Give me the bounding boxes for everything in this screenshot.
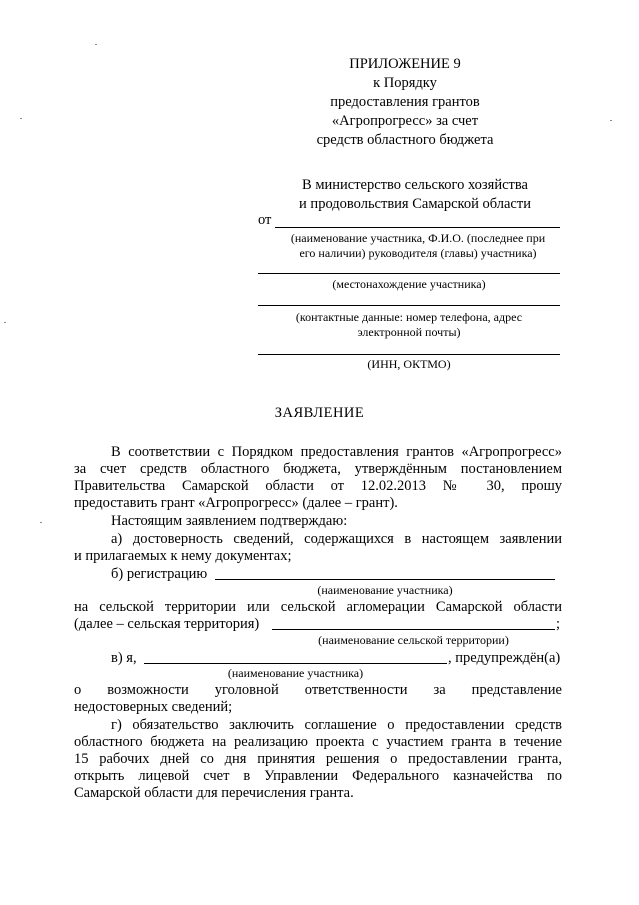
scan-speck <box>40 522 42 523</box>
appendix-line: предоставления грантов <box>330 94 480 110</box>
name-caption <box>268 231 568 261</box>
caption-line: (контактные данные: номер телефона, адрес <box>295 310 523 324</box>
p1-line: В соответствии с Порядком предоставления грантов «Агропрогресс» <box>111 444 562 460</box>
item-g-line: 15 рабочих дней со дня принятия решения о предоставлении гранта, <box>74 751 562 767</box>
location-caption: (местонахождение участника) <box>332 277 486 291</box>
appendix-line: к Порядку <box>373 75 437 91</box>
item-v-line: о возможности уголовной ответственности за представление <box>74 682 562 698</box>
item-b-line3-label: (далее – сельская территория) <box>74 616 260 632</box>
caption-line: (наименование участника, Ф.И.О. (последнее при <box>290 231 546 245</box>
item-g-line: областного бюджета на реализацию проекта с участием гранта в течение <box>74 734 562 750</box>
addressee-line: и продовольствия Самарской области <box>299 196 531 212</box>
item-a-line: и прилагаемых к нему документах; <box>74 548 292 564</box>
item-b-line: на сельской территории или сельской агломерации Самарской области <box>74 599 562 615</box>
from-label: от <box>258 212 272 228</box>
addressee <box>270 176 560 214</box>
territory-semicolon: ; <box>556 616 561 632</box>
item-g-line: открыть лицевой счет в Управлении Федерального казначейства по <box>74 768 562 784</box>
location-field-line[interactable] <box>258 273 560 274</box>
appendix-line: средств областного бюджета <box>316 132 494 148</box>
inn-field-line[interactable] <box>258 354 560 355</box>
contacts-caption <box>258 310 560 340</box>
addressee-line: В министерство сельского хозяйства <box>302 177 528 193</box>
participant-field-line[interactable] <box>215 579 555 580</box>
p2-line: Настоящим заявлением подтверждаю: <box>111 513 348 529</box>
caption-line: его наличии) руководителя (главы) участника) <box>299 246 537 260</box>
p1-line: предоставить грант «Агропрогресс» (далее – грант). <box>74 495 398 511</box>
item-g-line: Самарской области для перечисления гранта. <box>74 785 354 801</box>
scan-speck <box>95 44 97 45</box>
scan-speck <box>4 322 6 323</box>
appendix-line: «Агропрогресс» за счет <box>331 113 479 129</box>
item-a-line: а) достоверность сведений, содержащихся в настоящем заявлении <box>111 531 562 547</box>
document-title: ЗАЯВЛЕНИЕ <box>274 405 365 421</box>
contacts-field-line[interactable] <box>258 305 560 306</box>
inn-caption: (ИНН, ОКТМО) <box>367 357 451 371</box>
item-v-label: в) я, <box>111 650 137 666</box>
item-g-line: г) обязательство заключить соглашение о предоставлении средств <box>111 717 562 733</box>
participant2-caption: (наименование участника) <box>227 666 364 680</box>
participant2-field-line[interactable] <box>144 663 447 664</box>
participant-caption: (наименование участника) <box>317 583 453 597</box>
p1-line: за счет средств областного бюджета, утверждённым постановлением <box>74 461 562 477</box>
caption-line: электронной почты) <box>357 325 461 339</box>
item-v-line: недостоверных сведений; <box>74 699 233 715</box>
scan-speck <box>20 118 22 119</box>
territory-caption: (наименование сельской территории) <box>318 633 509 647</box>
item-b-label: б) регистрацию <box>111 566 208 582</box>
from-field-line[interactable] <box>275 227 560 228</box>
scan-speck <box>610 120 612 121</box>
appendix-header <box>300 55 510 150</box>
item-v-end: , предупреждён(а) <box>448 650 561 666</box>
p1-line: Правительства Самарской области от 12.02.2013 № 30, прошу <box>74 478 562 494</box>
appendix-line: ПРИЛОЖЕНИЕ 9 <box>349 56 461 72</box>
territory-field-line[interactable] <box>272 629 555 630</box>
